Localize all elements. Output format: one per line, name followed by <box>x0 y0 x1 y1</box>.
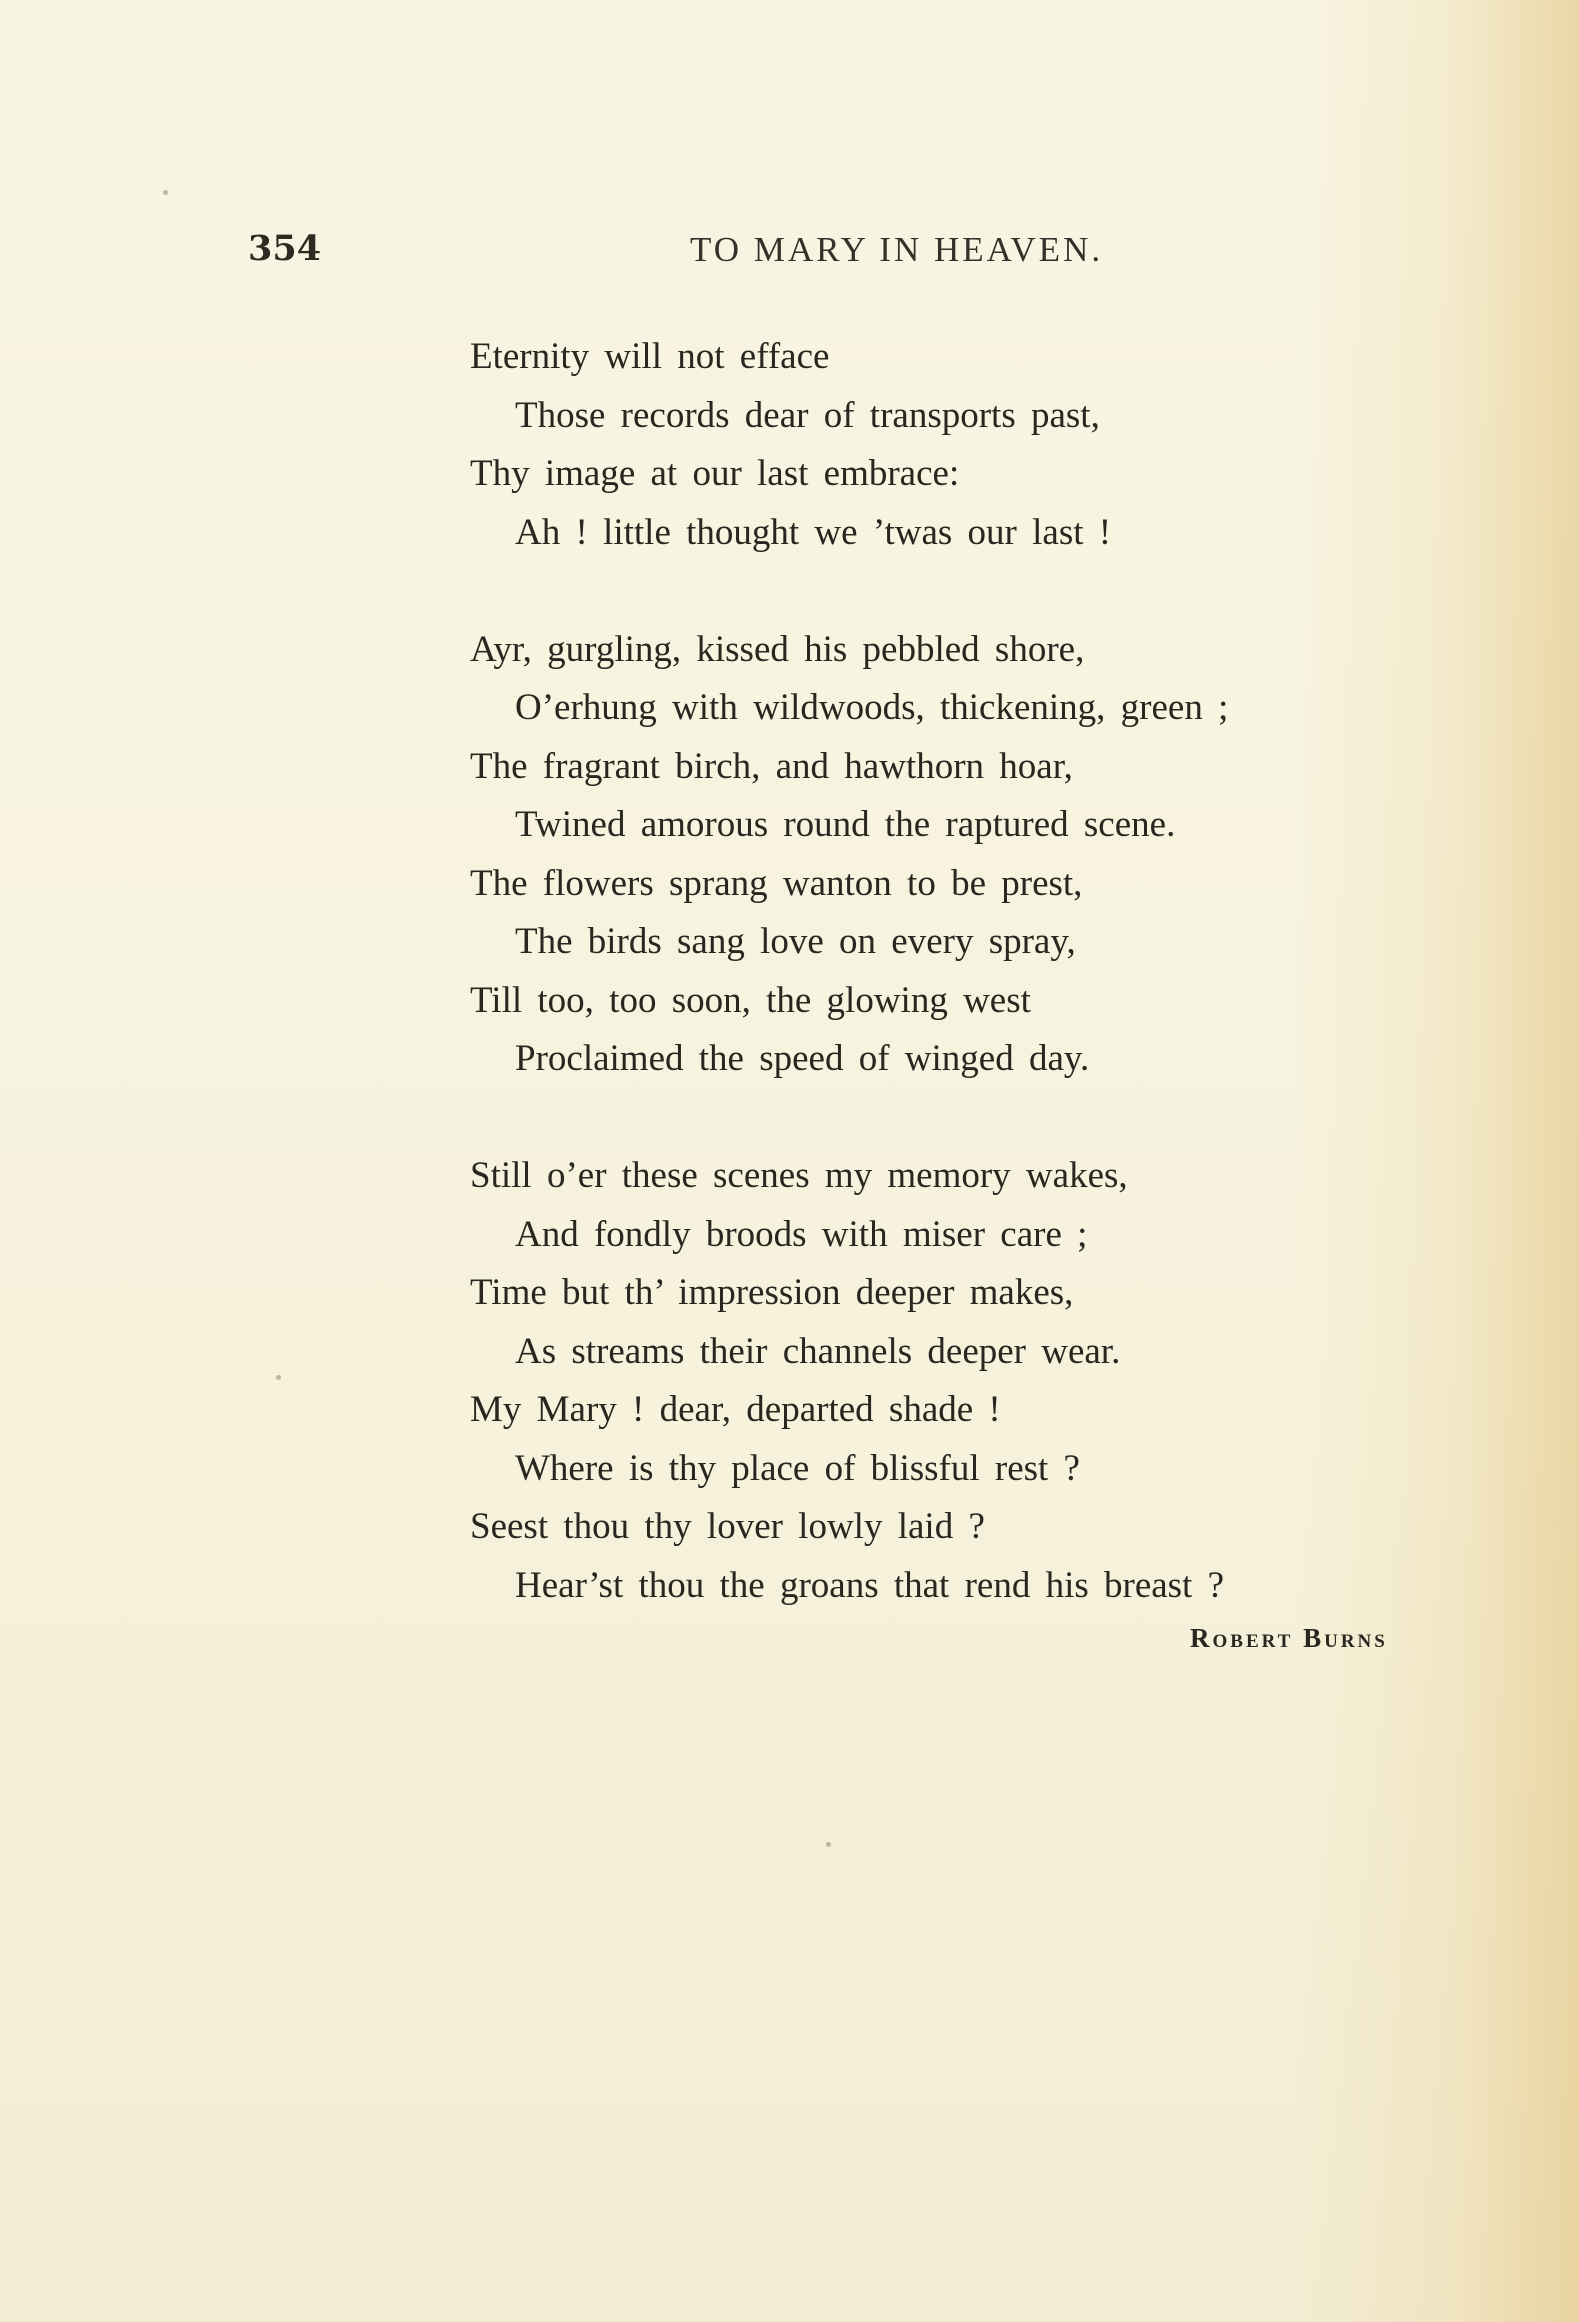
stanza-2 <box>470 621 1470 1089</box>
page-number: 354 <box>248 228 322 269</box>
poem-line: As streams their channels deeper wear. <box>515 1330 1121 1372</box>
poem-line: Till too, too soon, the glowing west <box>470 979 1031 1021</box>
stanza-1 <box>470 328 1470 562</box>
poem-line: O’erhung with wildwoods, thickening, green ; <box>515 687 1229 728</box>
poem-line: Eternity will not efface <box>470 336 830 377</box>
poem-line: Those records dear of transports past, <box>515 394 1100 436</box>
poem-line: The birds sang love on every spray, <box>515 921 1076 962</box>
paper-speck <box>276 1375 281 1380</box>
poem-line: Proclaimed the speed of winged day. <box>515 1038 1090 1079</box>
author-signature: Robert Burns <box>1190 1623 1388 1653</box>
paper-speck <box>826 1842 831 1847</box>
poem-line: The flowers sprang wanton to be prest, <box>470 862 1083 904</box>
poem-line: Ayr, gurgling, kissed his pebbled shore, <box>470 628 1085 670</box>
paper-speck <box>163 190 168 195</box>
poem-line: My Mary ! dear, departed shade ! <box>470 1389 1001 1430</box>
poem-line: And fondly broods with miser care ; <box>515 1213 1088 1255</box>
stanza-3 <box>470 1147 1470 1615</box>
poem-line: Twined amorous round the raptured scene. <box>515 804 1176 845</box>
poem-line: Ah ! little thought we ’twas our last ! <box>515 511 1112 553</box>
running-head <box>0 228 1579 278</box>
poem <box>470 328 1470 1674</box>
poem-line: Thy image at our last embrace: <box>470 453 960 494</box>
poem-line: Hear’st thou the groans that rend his breast ? <box>515 1564 1225 1606</box>
poem-line: The fragrant birch, and hawthorn hoar, <box>470 745 1073 787</box>
poem-line: Time but th’ impression deeper makes, <box>470 1272 1074 1313</box>
poem-line: Where is thy place of blissful rest ? <box>515 1447 1080 1489</box>
page-title: TO MARY IN HEAVEN. <box>690 230 1104 269</box>
poem-line: Still o’er these scenes my memory wakes, <box>470 1155 1128 1196</box>
poem-line: Seest thou thy lover lowly laid ? <box>470 1506 985 1547</box>
